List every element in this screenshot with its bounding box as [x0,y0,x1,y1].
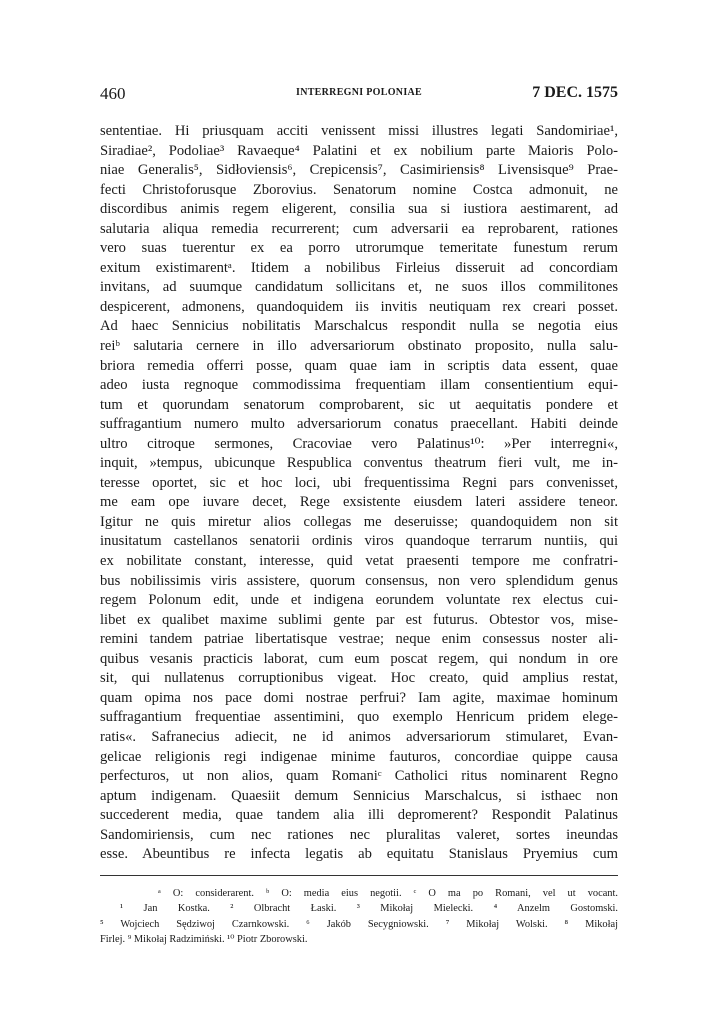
text-line: perfecturos, ut non alios, quam Romaniᶜ Catholici ritus nominarent Regno [100,768,618,785]
text-line: salutaria aliqua remedia recurrerent; cum adversarii ea reprobarent, rationes [100,220,618,237]
footnote-divider [100,875,618,876]
text-line: sit, qui nullatenus corruptionibus vigeat. Hoc creato, quid amplius restat, [100,670,618,687]
text-line: quibus vesanis practicis laborat, cum eum poscat regem, qui nondum in ore [100,650,618,667]
text-line: ex nobilitate constant, interesse, quid vetat praesenti tempore me confratri- [100,553,618,570]
running-date: 7 DEC. 1575 [532,84,618,101]
text-line: sententiae. Hi priusquam acciti venissent missi illustres legati Sandomiriae¹, [100,123,618,139]
text-line: discordibus animis regem eligerent, consilia sua si iustiora aestimarent, ad [100,201,618,218]
text-line: bus nobilissimis viris assistere, quorum consensus, non vero splendidum genus [100,572,618,589]
text-line: regem Polonum edit, unde et indigena eorundem voluntate rex electus cui- [100,592,618,609]
text-line: inusitatum castellanos senatorii ordinis viros quandoque terrarum nuntiis, qui [100,533,618,550]
running-header [100,84,618,106]
textual-footnotes: ᵃ O: considerarent. ᵇ O: media eius negotii. ᶜ O ma po Romani, vel ut vocant. [158,887,618,899]
body-text [100,122,618,865]
text-line: fecti Christoforusque Zborovius. Senatorum nomine Costca admonuit, ne [100,181,618,198]
text-line: quam opima nos pace domi nostrae perfrui? Iam agite, maximae hominum [100,689,618,706]
person-footnote-line: ¹ Jan Kostka. ² Olbracht Łaski. ³ Mikołaj Mielecki. ⁴ Anzelm Gostomski. [120,903,618,915]
person-footnote-line: ⁵ Wojciech Sędziwoj Czarnkowski. ⁶ Jakób Secygniowski. ⁷ Mikołaj Wolski. ⁸ Mikołaj [100,918,618,930]
text-line: ratis«. Safranecius adiecit, ne id animos adversariorum stimularet, Evan- [100,728,618,745]
person-footnote-line: Firlej. ⁹ Mikołaj Radzimiński. ¹⁰ Piotr Zborowski. [100,934,308,946]
text-line: suffragantium numero multo adversariorum conatus praecellant. Habiti deinde [100,416,618,433]
text-line: Ad haec Sennicius nobilitatis Marschalcus respondit nulla se negotia eius [100,318,618,335]
text-line: Siradiae², Podoliae³ Ravaeque⁴ Palatini et ex nobilium parte Maioris Polo- [100,142,618,159]
running-title: INTERREGNI POLONIAE [296,87,422,98]
text-line: aptum indigenam. Quaesiit demum Sennicius Marschalcus, si isthaec non [100,787,618,804]
text-line: exitum existimarentᵃ. Itidem a nobilibus Firleius disseruit ad concordiam [100,259,618,276]
text-line: invitans, ad suumque candidatum sollicitans et, ne suos illos commilitones [100,279,618,296]
text-line: me eam ope iuvare decet, Rege exsistente eiusdem lateri assidere teneor. [100,494,618,511]
document-page [100,84,618,948]
text-line: vero suas tuerentur ex ea porro utrorumque temeritate funestum rerum [100,240,618,257]
text-line: despicerent, admonens, quandoquidem iis invitis neutiquam rex creari posset. [100,298,618,315]
text-line: niae Generalis⁵, Sidłoviensis⁶, Crepicensis⁷, Casimiriensis⁸ Livensisque⁹ Prae- [100,162,618,179]
text-line: teresse oportet, sic et hoc loci, ubi frequentissima Regni pars convenisset, [100,474,618,491]
text-line: briora remedia offerri posse, quam quae iam in scriptis data essent, quae [100,357,618,374]
text-line: libet ex qualibet maxime sublimi gente par est futurus. Obtestor vos, mise- [100,611,618,628]
text-line: reiᵇ salutaria cernere in illo adversariorum obstinato proposito, nulla salu- [100,338,618,355]
footnotes [100,886,618,948]
text-line: ultro citroque sermones, Cracoviae vero Palatinus¹⁰: »Per interregni«, [100,435,618,452]
text-line: adeo iusta regnoque commodissima frequentiam illam consentientium equi- [100,377,618,394]
text-line: inquit, »tempus, ubicunque Respublica conventus theatrum fieri vult, me in- [100,455,618,472]
text-line: Igitur ne quis miretur alios collegas me deseruisse; quandoquidem non sit [100,513,618,530]
page-number: 460 [100,84,126,103]
text-line: remini tandem patriae libertatisque vestrae; neque enim consessus noster ali- [100,631,618,648]
text-line: tum et quorundam senatorum comprobarent, sic ut aequitatis pondere et [100,396,618,413]
text-line: esse. Abeuntibus re infecta legatis ab equitatu Stanislaus Pryemius cum [100,846,618,863]
text-line: succederent media, quae tandem alia illi depromerent? Respondit Palatinus [100,807,618,824]
text-line: suffragantium frequentiae assentimini, quo exemplo Henricum pridem elege- [100,709,618,726]
text-line: Sandomiriensis, cum nec rationes nec pluralitas valeret, sortes ineundas [100,826,618,843]
text-line: gelicae religionis regi indigenae minime fauturos, concordiae quippe causa [100,748,618,765]
